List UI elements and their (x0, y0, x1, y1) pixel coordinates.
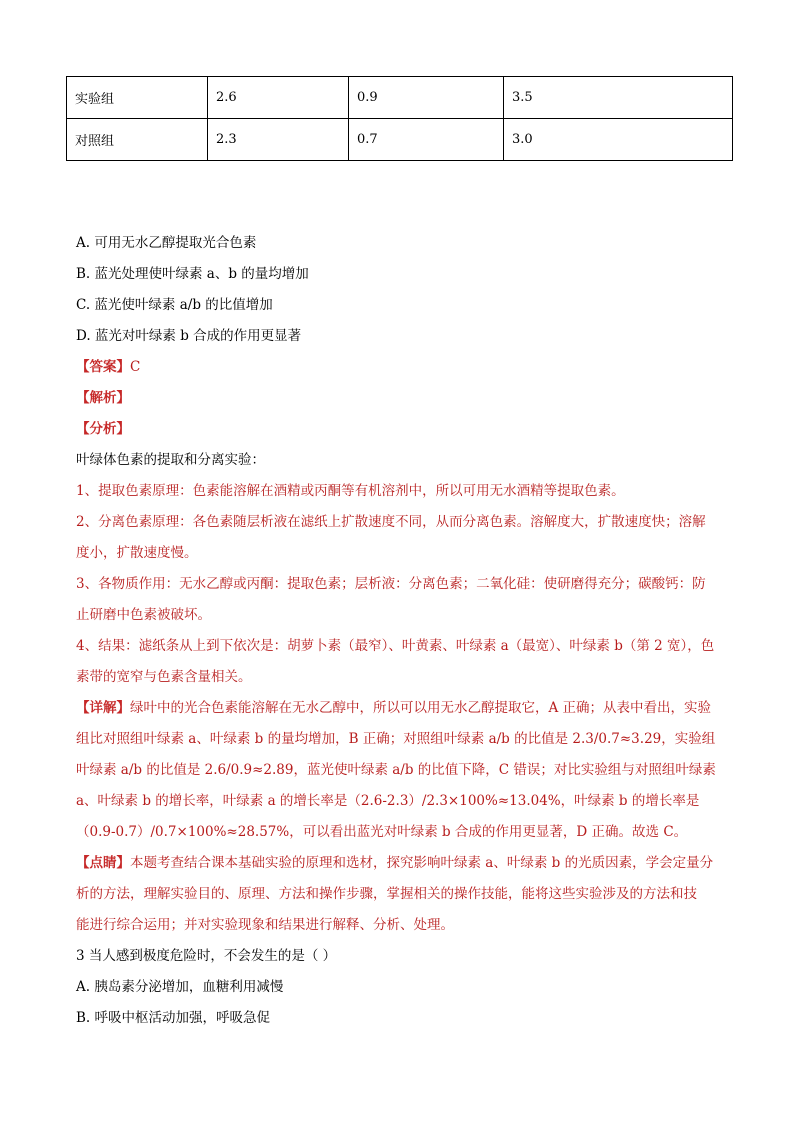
analysis-point: 素带的宽窄与色素含量相关。 (76, 669, 252, 685)
question3-option-b: B. 呼吸中枢活动加强，呼吸急促 (76, 1010, 271, 1026)
analysis-intro: 叶绿体色素的提取和分离实验： (76, 452, 265, 468)
table-cell: 0.9 (349, 77, 504, 119)
comment-line: 析的方法，理解实验目的、原理、方法和操作步骤，掌握相关的操作技能，能将这些实验涉及的方法和技 (76, 886, 697, 902)
detail-label: 【详解】 (76, 700, 130, 716)
analysis-point: 4、结果：滤纸条从上到下依次是：胡萝卜素（最窄）、叶黄素、叶绿素 a（最宽）、叶绿素 b（第 2 宽），色 (76, 638, 715, 654)
detail-line (76, 693, 736, 724)
table-cell: 2.6 (208, 77, 349, 119)
fenxi-label: 【分析】 (76, 421, 130, 437)
table-cell: 实验组 (67, 77, 208, 119)
option-d: D. 蓝光对叶绿素 b 合成的作用更显著 (76, 328, 302, 344)
detail-line: a、叶绿素 b 的增长率，叶绿素 a 的增长率是（2.6-2.3）/2.3×100%≈13.04%，叶绿素 b 的增长率是 (76, 793, 700, 809)
comment-label: 【点睛】 (76, 855, 130, 871)
question3-stem: 3 当人感到极度危险时，不会发生的是（ ） (76, 948, 337, 964)
table-cell: 0.7 (349, 119, 504, 161)
detail-line: 叶绿素 a/b 的比值是 2.6/0.9≈2.89，蓝光使叶绿素 a/b 的比值下降，C 错误；对比实验组与对照组叶绿素 (76, 762, 716, 778)
table-row (67, 119, 733, 161)
table-cell: 3.0 (504, 119, 733, 161)
analysis-point: 1、提取色素原理：色素能溶解在酒精或丙酮等有机溶剂中，所以可用无水酒精等提取色素。 (76, 483, 625, 499)
comment-text: 本题考查结合课本基础实验的原理和选材，探究影响叶绿素 a、叶绿素 b 的光质因素，学会定量分 (130, 855, 714, 871)
data-table (66, 76, 733, 161)
question-body (76, 228, 736, 1034)
table-cell: 3.5 (504, 77, 733, 119)
table-cell: 对照组 (67, 119, 208, 161)
answer-value: C (130, 359, 141, 375)
answer-line (76, 352, 736, 383)
analysis-label: 【解析】 (76, 390, 130, 406)
option-c: C. 蓝光使叶绿素 a/b 的比值增加 (76, 297, 273, 313)
detail-line: 组比对照组叶绿素 a、叶绿素 b 的量均增加，B 正确；对照组叶绿素 a/b 的比值是 2.3/0.7≈3.29，实验组 (76, 731, 716, 747)
analysis-point: 止研磨中色素被破坏。 (76, 607, 211, 623)
analysis-point: 3、各物质作用：无水乙醇或丙酮：提取色素；层析液：分离色素；二氧化硅：使研磨得充分；碳酸钙：防 (76, 576, 706, 592)
question3-option-a: A. 胰岛素分泌增加，血糖利用减慢 (76, 979, 284, 995)
detail-line: （0.9-0.7）/0.7×100%≈28.57%，可以看出蓝光对叶绿素 b 合成的作用更显著，D 正确。故选 C。 (76, 824, 688, 840)
option-a: A. 可用无水乙醇提取光合色素 (76, 235, 257, 251)
option-b: B. 蓝光处理使叶绿素 a、b 的量均增加 (76, 266, 309, 282)
comment-line (76, 848, 736, 879)
comment-line: 能进行综合运用；并对实验现象和结果进行解释、分析、处理。 (76, 917, 454, 933)
table-cell: 2.3 (208, 119, 349, 161)
analysis-point: 2、分离色素原理：各色素随层析液在滤纸上扩散速度不同，从而分离色素。溶解度大，扩散速度快；溶解 (76, 514, 706, 530)
answer-label: 【答案】 (76, 359, 130, 375)
analysis-point: 度小，扩散速度慢。 (76, 545, 198, 561)
table-row (67, 77, 733, 119)
detail-text: 绿叶中的光合色素能溶解在无水乙醇中，所以可以用无水乙醇提取它，A 正确；从表中看出，实验 (130, 700, 712, 716)
